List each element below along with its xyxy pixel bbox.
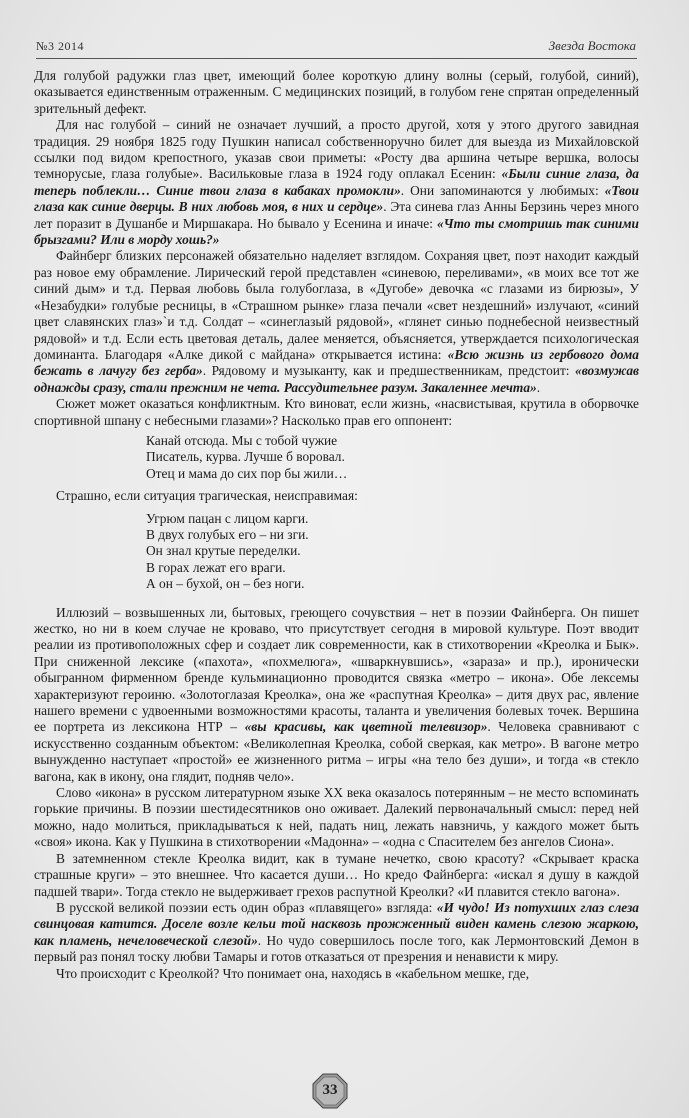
verse-line: Канай отсюда. Мы с тобой чужие bbox=[146, 432, 338, 448]
page-number-emblem bbox=[312, 1073, 348, 1109]
verse-line: В горах лежат его враги. bbox=[146, 559, 286, 575]
paragraph: Файнберг близких персонажей обязательно наделяет взглядом. Сохраняя цвет, поэт находит каждый раз новое ему обрамление. Лирический герой представлен «синевою, переливами», «в моих все тот же синий дым» и т.д. Первая любовь была голубоглаза, в «Дугобе» девочка «с глазами из бирюзы», У «Незабудки» голубые ресницы, в «Страшном рынке» глаза печали «свет нездешний» излучают, «синий цвет славянских глаз»`и т.д. Солдат – «синеглазый рядовой», «глянет синью поднебесной неизвестный рядовой» и т.д. Если есть цветовая деталь, далее меняется, объясняется, утверждается психологическая доминанта. Благодаря «Алке дикой с майдана» открывается истина: «Всю жизнь из гербового дома бежать в лачугу без герба». Рядовому и музыканту, как и предшественникам, предстоит: «возмужав однажды сразу, стали прежним не чета. Рассудительнее разум. Закаленнее мечта». bbox=[34, 248, 639, 395]
paragraph: Слово «икона» в русском литературном языке XX века оказалось потерянным – не место вспоминать горькие причины. В поэзии шестидесятников оно оживает. Далекий первоначальный смысл: перед ней можно, надо молиться, прикладываться к ней, падать ниц, лежать навзничь, у каждого может быть «своя» икона. Как у Пушкина в стихотворении «Мадонна» – «одна с Спасителем без ангелов Сиона». bbox=[34, 785, 639, 850]
quote-bold: «Что ты смотришь так синими брызгами? Или в морду хошь?» bbox=[34, 215, 639, 248]
quote-bold: «возмужав однажды сразу, стали прежним не чета. Рассудительнее разум. Закаленнее мечта» bbox=[34, 363, 639, 395]
header-divider bbox=[36, 58, 637, 59]
paragraph: Для голубой радужки глаз цвет, имеющий более короткую длину волны (серый, голубой, синий), оказывается единственным отраженным. С медицинских позиций, в голубом гене спрятан определенный зрительный дефект. bbox=[34, 68, 639, 116]
quote-bold: «Были синие глаза, да теперь поблекли… Синие твои глаза в кабаках промокли» bbox=[34, 166, 639, 198]
verse-line: Отец и мама до сих пор бы жили… bbox=[146, 465, 348, 481]
verse-line: Он знал крутые переделки. bbox=[146, 543, 301, 559]
article-body bbox=[34, 68, 639, 982]
quote-bold: «Твои глаза как синие дверцы. В них любовь моя, в них и сердце» bbox=[34, 182, 639, 215]
verse-line: В двух голубых его – ни зги. bbox=[146, 526, 309, 542]
paragraph: В русской великой поэзии есть один образ «плавящего» взгляда: «И чудо! Из потухших глаз слеза свинцовая катится. Доселе возле кельи той насквозь прожженный виден камень слезою жаркою, как пламень, нечеловеческой слезой». Но чудо совершилось после того, как Лермонтовский Демон в первый раз понял тоску любви Тамары и готов отказаться от презрения и ненависти к миру. bbox=[34, 899, 639, 965]
quote-bold: «Всю жизнь из гербового дома бежать в лачугу без герба» bbox=[34, 346, 639, 379]
paragraph: Страшно, если ситуация трагическая, неисправимая: bbox=[56, 488, 358, 504]
verse-quote bbox=[146, 433, 639, 482]
verse-line: Писатель, курва. Лучше б воровал. bbox=[146, 449, 345, 465]
verse-line: Угрюм пацан с лицом карги. bbox=[146, 510, 309, 526]
paragraph: В затемненном стекле Креолка видит, как в тумане нечетко, свою красоту? «Скрывает краска страшные круги» – это внешнее. Что касается души… Но кредо Файнберга: «искал я душу в каждой падшей твари». Тогда стекло не выдерживает грехов распутной Креолки? «И плавится стекло вагона». bbox=[34, 850, 639, 899]
running-header bbox=[36, 36, 636, 56]
journal-title: Звезда Востока bbox=[548, 38, 636, 53]
verse-line: А он – бухой, он – без ноги. bbox=[146, 576, 305, 592]
paragraph: Для нас голубой – синий не означает лучший, а просто другой, хотя у этого другого завидная традиция. 29 ноября 1825 году Пушкин написал собственноручно билет для выезда из Михайловской ссылки под видом крепостного, указав свои приметы: «Росту два аршина четыре вершка, волосы темнорусые, глаза голубые». Васильковые глаза в 1924 году оплакал Есенин: «Были синие глаза, да теперь поблекли… Синие твои глаза в кабаках промокли». Они запоминаются у любимых: «Твои глаза как синие дверцы. В них любовь моя, в них и сердце». Эта синева глаз Анны Берзинь через много лет поразит в Душанбе и Миршакара. Но бывало у Есенина и иначе: «Что ты смотришь так синими брызгами? Или в морду хошь?» bbox=[34, 117, 639, 248]
verse-quote bbox=[146, 511, 639, 593]
issue-number: №3 2014 bbox=[36, 39, 84, 53]
quote-bold: «вы красивы, как цветной телевизор» bbox=[244, 719, 488, 735]
paragraph: Сюжет может оказаться конфликтным. Кто виноват, если жизнь, «насвистывая, крутила в оборвочке спортивной шпану с небесными глазами»? Насколько прав его оппонент: bbox=[34, 396, 639, 428]
quote-bold: «И чудо! Из потухших глаз слеза свинцовая катится. Доселе возле кельи той насквозь прожженный виден камень слезою жаркою, как пламень, нечеловеческой слезой» bbox=[34, 899, 639, 948]
paragraph: Иллюзий – возвышенных ли, бытовых, греющего сочувствия – нет в поэзии Файнберга. Он пишет жестко, но ни в коем случае не кроваво, что присутствует сегодня в мировой культуре. Поэт вводит реалии из противоположных сфер и создает лик современности, как в стихотворении «Креолка и Бык». При сниженной лексике («пахота», «похмелюга», «шваркнувшись», «зараза» и пр.), иронически обыгранном фирменном бренде кульминационно проводится связка «метро – икона». Обе лексемы характеризуют героиню. «Золотоглазая Креолка», она же «распутная Креолка» – дитя двух рас, явление нашего времени с удвоенными возможностями красоты, таланта и увеличения болевых точек. Вершина ее портрета из лексикона НТР – «вы красивы, как цветной телевизор». Человека сравнивают с искусственно созданным объектом: «Великолепная Креолка, собой сверкая, как метро». В вагоне метро вынужденно наступает «простой» ее жизненного ритма – игры «на тело без души», и тогда «в стекло вагона, как в икону, она глядит, подняв чело». bbox=[34, 604, 640, 784]
page-number: 33 bbox=[322, 1082, 338, 1098]
paragraph: Что происходит с Креолкой? Что понимает она, находясь в «кабельном мешке, где, bbox=[56, 965, 530, 981]
